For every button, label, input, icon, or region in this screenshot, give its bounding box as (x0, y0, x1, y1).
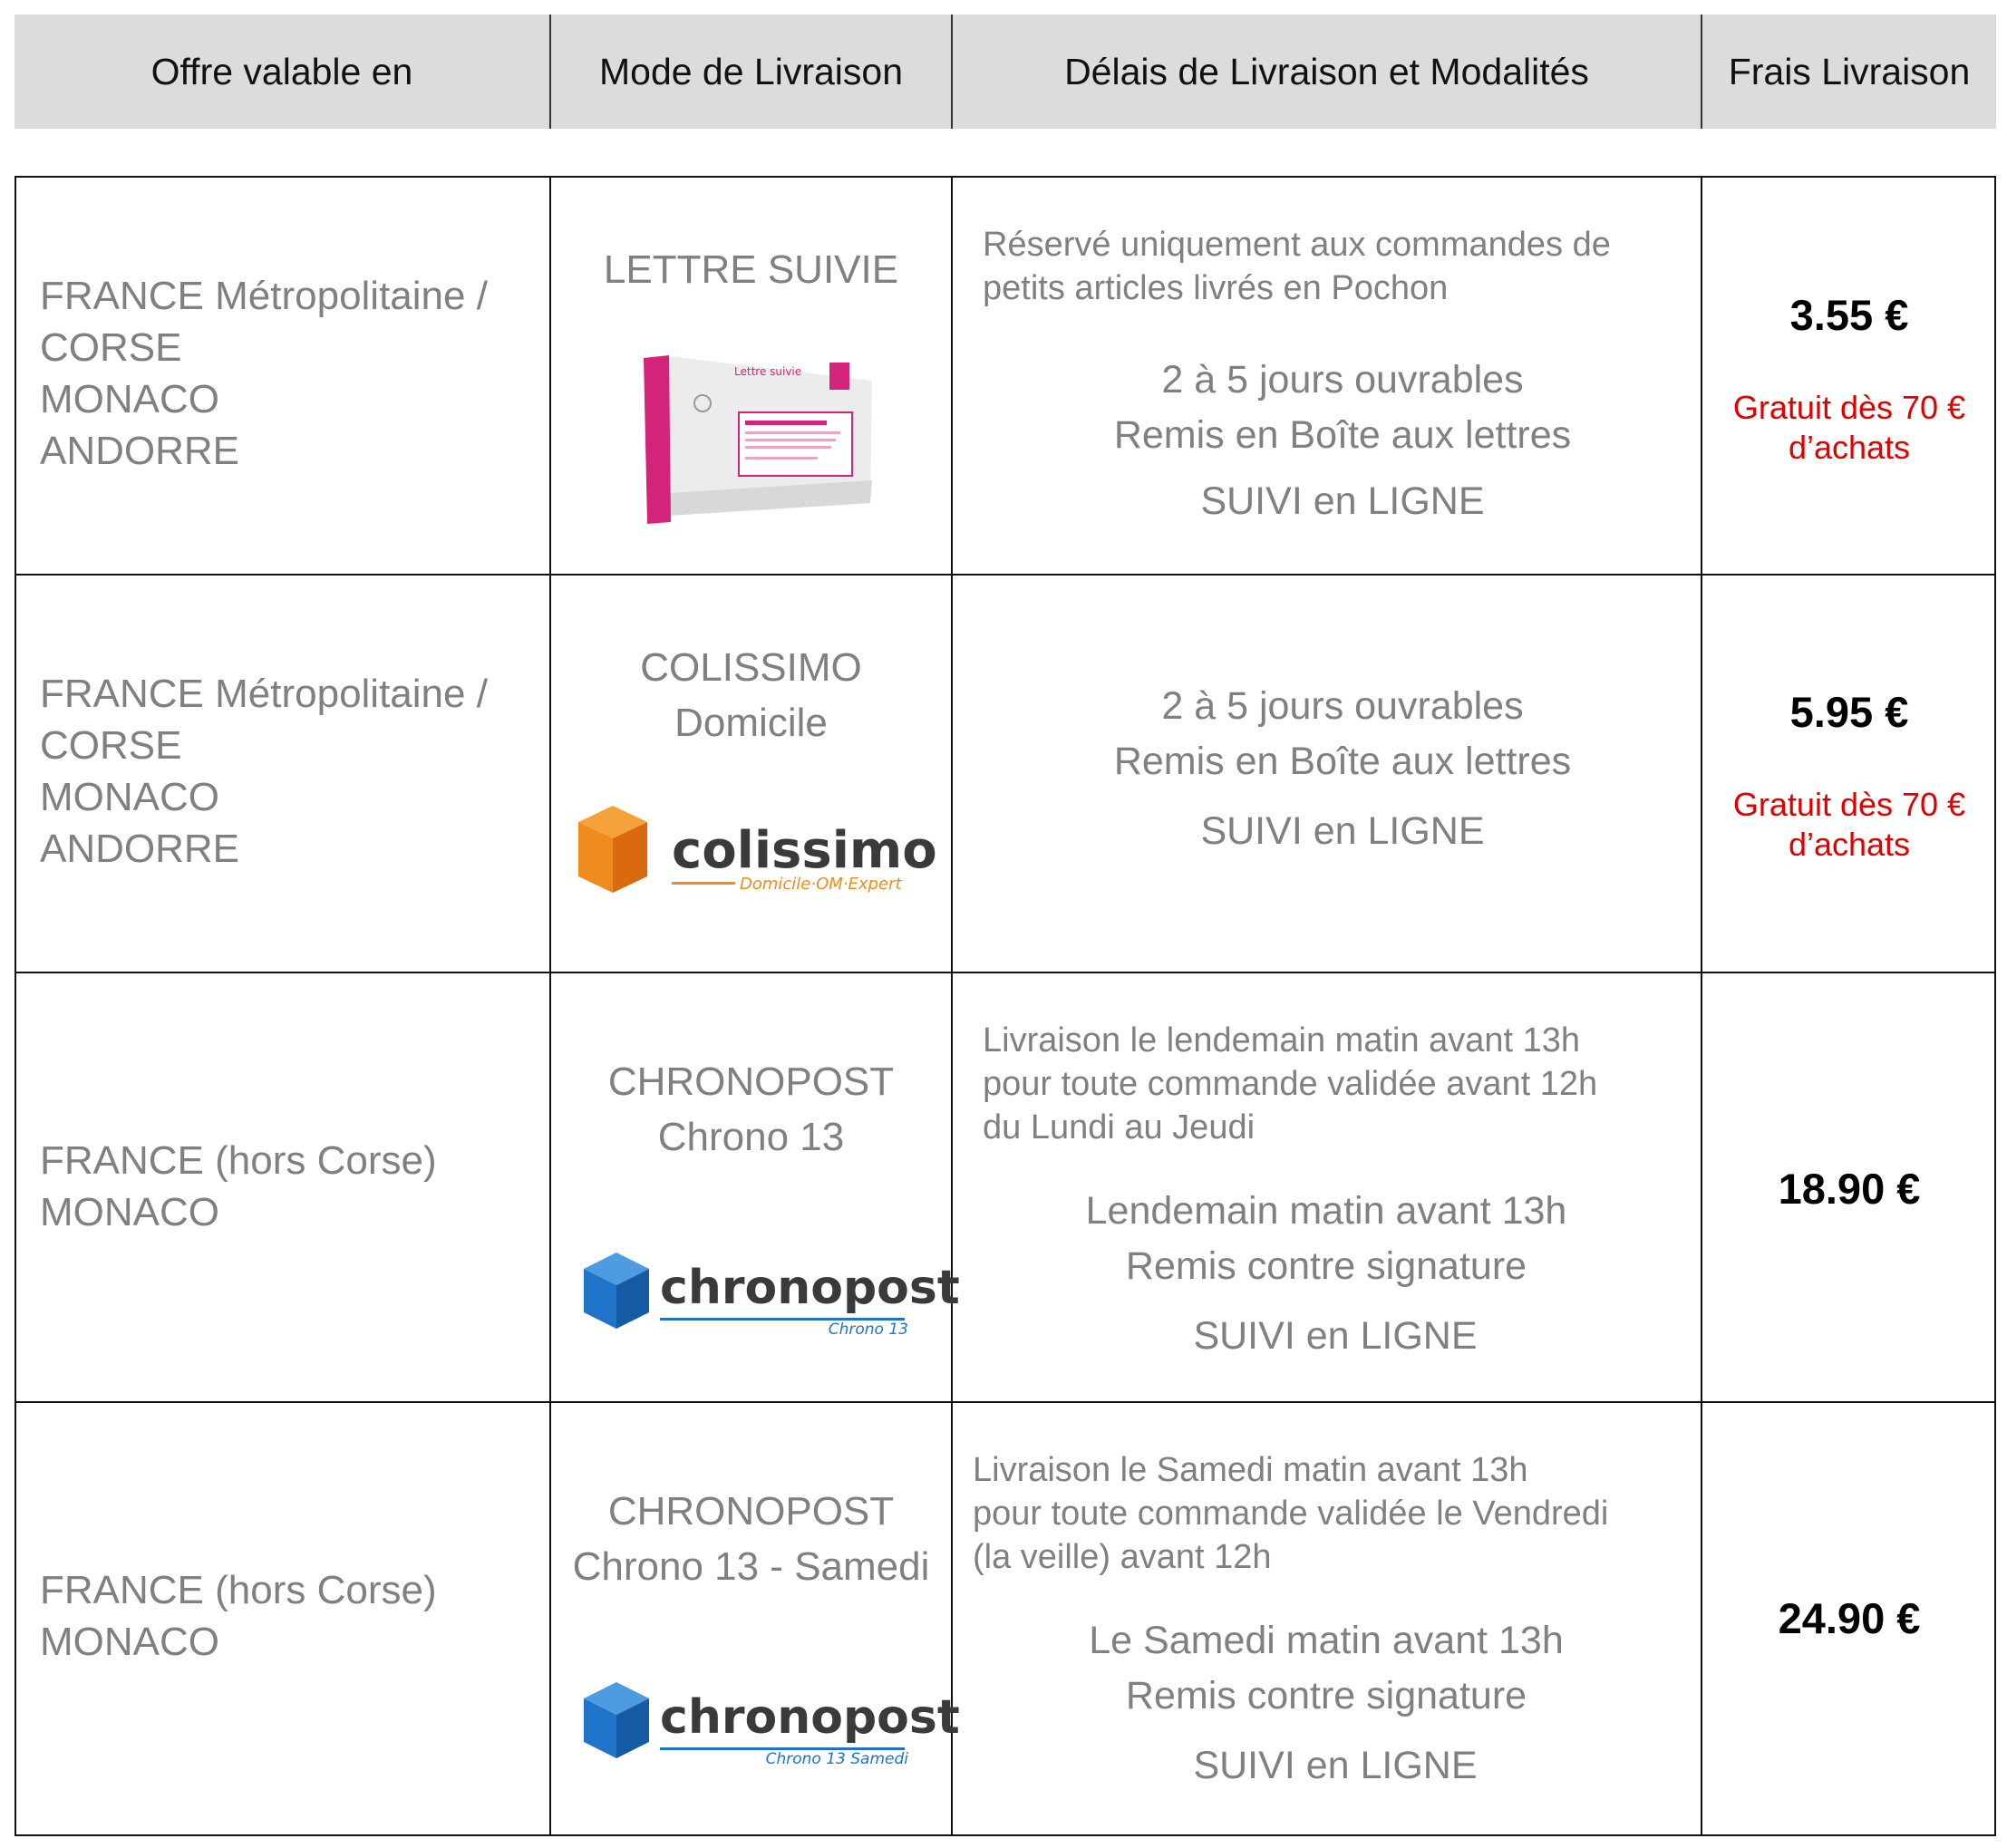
detail-note-line: pour toute commande validée avant 12h (983, 1065, 1598, 1103)
zone-line: MONACO (40, 775, 219, 819)
zone-line: CORSE (40, 723, 182, 768)
zone-line: CORSE (40, 325, 182, 370)
tracking-text: SUIVI en LIGNE (1193, 1744, 1478, 1787)
free-shipping-line: Gratuit dès 70 € (1732, 786, 1966, 823)
table-header (15, 15, 1996, 129)
mode-cell (551, 640, 951, 750)
chronopost-logo (580, 1679, 960, 1769)
detail-delay-line: Remis en Boîte aux lettres (1113, 413, 1572, 457)
mode-cell (551, 1484, 951, 1594)
detail-note-line: du Lundi au Jeudi (983, 1108, 1256, 1147)
chronopost-box-icon (580, 1679, 960, 1769)
lettre-suivie-label: Lettre suivie (734, 365, 802, 378)
tracking-text: SUIVI en LIGNE (1200, 479, 1485, 523)
detail-delay-line: Lendemain matin avant 13h (1085, 1189, 1567, 1233)
price-value: 3.55 € (1789, 291, 1909, 339)
zone-line: FRANCE Métropolitaine / (40, 672, 488, 716)
detail-delay (936, 1184, 1716, 1294)
detail-delay-line: Remis en Boîte aux lettres (1113, 740, 1572, 783)
free-shipping-note (1702, 785, 1996, 865)
detail-delay-line: Remis contre signature (1125, 1244, 1527, 1288)
detail-note-line: Livraison le Samedi matin avant 13h (973, 1451, 1528, 1489)
zone-cell (40, 1135, 437, 1238)
detail-note-line: (la veille) avant 12h (973, 1538, 1272, 1576)
zone-cell (40, 1564, 437, 1668)
detail-delay (953, 679, 1732, 789)
header-frais: Frais Livraison (1728, 50, 1971, 92)
price-value: 5.95 € (1789, 688, 1909, 736)
zone-line: MONACO (40, 1620, 219, 1664)
detail-note-line: Réservé uniquement aux commandes de (983, 226, 1611, 264)
free-shipping-line: d’achats (1788, 429, 1911, 466)
header-offre: Offre valable en (150, 50, 413, 92)
detail-note (983, 1019, 1597, 1149)
detail-note (983, 223, 1611, 310)
mode-name: LETTRE SUIVIE (603, 247, 899, 292)
chronopost-wordmark: chronopost (660, 1261, 960, 1315)
chronopost-box-icon (580, 1249, 960, 1340)
zone-line: MONACO (40, 377, 219, 421)
detail-delay-line: 2 à 5 jours ouvrables (1161, 358, 1524, 402)
colissimo-wordmark: colissimo (672, 821, 937, 880)
chronopost-logo (580, 1249, 960, 1340)
mode-name: Chrono 13 - Samedi (572, 1544, 930, 1589)
detail-note (973, 1448, 1608, 1579)
detail-delay-line: Le Samedi matin avant 13h (1089, 1619, 1564, 1662)
free-shipping-line: Gratuit dès 70 € (1732, 389, 1966, 426)
row-divider (15, 574, 1996, 576)
chronopost-tagline: Chrono 13 Samedi (765, 1750, 908, 1768)
chronopost-wordmark: chronopost (660, 1690, 960, 1745)
mode-name: COLISSIMO (640, 645, 862, 690)
price-value: 24.90 € (1778, 1594, 1921, 1642)
tracking-text: SUIVI en LIGNE (1193, 1314, 1478, 1358)
header-mode: Mode de Livraison (598, 50, 904, 92)
free-shipping-line: d’achats (1788, 826, 1911, 863)
mode-name: CHRONOPOST (607, 1059, 895, 1104)
colissimo-tagline: Domicile·OM·Expert (740, 875, 902, 894)
detail-delay-line: Remis contre signature (1125, 1674, 1527, 1717)
detail-delay-line: 2 à 5 jours ouvrables (1161, 684, 1524, 728)
zone-cell (40, 270, 488, 477)
detail-delay (936, 1613, 1716, 1724)
detail-note-line: Livraison le lendemain matin avant 13h (983, 1021, 1581, 1059)
zone-cell (40, 668, 488, 875)
mode-name: Domicile (674, 701, 828, 745)
zone-line: FRANCE Métropolitaine / (40, 274, 488, 318)
colissimo-logo (577, 802, 937, 904)
zone-line: ANDORRE (40, 827, 240, 871)
tracking-text: SUIVI en LIGNE (1200, 809, 1485, 853)
zone-line: MONACO (40, 1190, 219, 1234)
detail-delay (953, 353, 1732, 463)
lettre-suivie-image (635, 344, 879, 526)
zone-line: ANDORRE (40, 429, 240, 473)
header-delais: Délais de Livraison et Modalités (1064, 50, 1589, 92)
price-value: 18.90 € (1778, 1165, 1921, 1213)
free-shipping-note (1702, 388, 1996, 468)
chronopost-tagline: Chrono 13 (828, 1321, 908, 1339)
mode-name: Chrono 13 (657, 1115, 845, 1159)
mode-cell (551, 242, 951, 297)
mode-name: CHRONOPOST (607, 1489, 895, 1534)
detail-note-line: petits articles livrés en Pochon (983, 269, 1449, 307)
detail-note-line: pour toute commande validée le Vendredi (973, 1495, 1609, 1533)
row-divider (15, 972, 1996, 973)
mode-cell (551, 1054, 951, 1165)
colissimo-box-icon (577, 802, 937, 904)
zone-line: FRANCE (hors Corse) (40, 1138, 437, 1183)
envelope-icon (635, 344, 879, 526)
zone-line: FRANCE (hors Corse) (40, 1568, 437, 1612)
row-divider (15, 1401, 1996, 1403)
